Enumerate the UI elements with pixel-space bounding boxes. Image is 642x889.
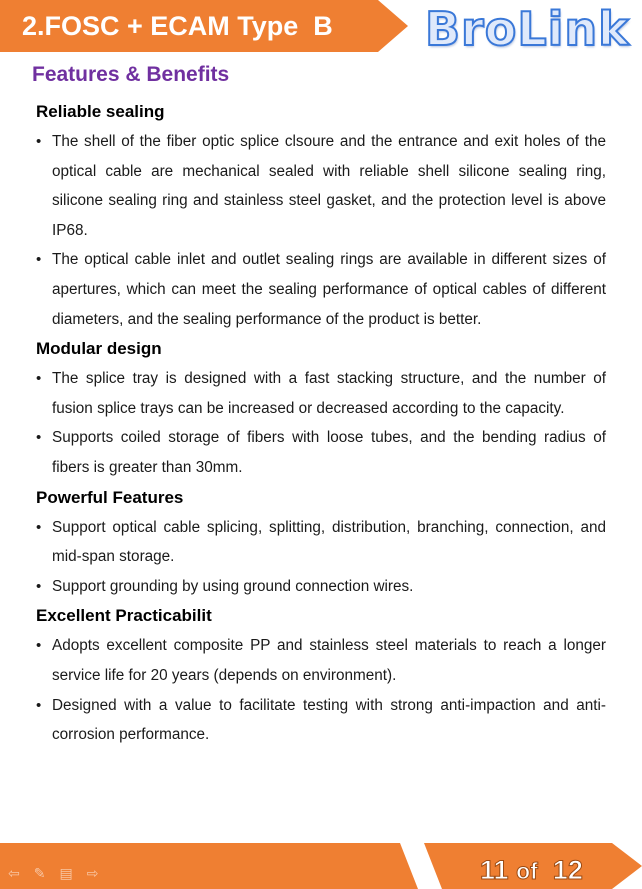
section-title: Features & Benefits bbox=[32, 63, 230, 86]
header-banner bbox=[0, 0, 410, 52]
page-current: 11 bbox=[480, 855, 509, 885]
subheading-excellent-practicability: Excellent Practicabilit bbox=[36, 606, 212, 626]
list-item bbox=[36, 513, 606, 572]
list-item-text: The splice tray is designed with a fast stacking structure, and the number of fusion splice trays can be increased or decreased according to the capacity. bbox=[52, 370, 606, 417]
list-item bbox=[36, 364, 606, 423]
list-item-text: The optical cable inlet and outlet sealing rings are available in different sizes of apertures, which can meet the sealing performance of optical cables of different diameters, and the sealing performance of the product is better. bbox=[52, 251, 606, 328]
features-content bbox=[36, 97, 606, 750]
arrow-left-icon[interactable]: ⇦ bbox=[8, 866, 20, 882]
page-counter bbox=[480, 854, 583, 886]
pen-icon[interactable]: ✎ bbox=[33, 866, 46, 882]
slide-nav-controls bbox=[8, 866, 98, 882]
bullet-icon: • bbox=[36, 577, 42, 595]
bullet-icon: • bbox=[36, 518, 42, 536]
page-of: of bbox=[516, 858, 538, 884]
subheading-modular-design: Modular design bbox=[36, 339, 162, 359]
list-item-text: Support optical cable splicing, splitting, distribution, branching, connection, and mid-span storage. bbox=[52, 518, 606, 566]
list-item bbox=[36, 631, 606, 690]
list-item bbox=[36, 572, 606, 602]
page-total: 12 bbox=[552, 855, 583, 885]
bullet-icon: • bbox=[36, 696, 42, 714]
list-item bbox=[36, 423, 606, 482]
subheading-reliable-sealing: Reliable sealing bbox=[36, 102, 165, 121]
page-title: 2.FOSC + ECAM Type B bbox=[22, 11, 333, 41]
brand-name: BroLink bbox=[425, 2, 630, 56]
bullet-icon: • bbox=[36, 637, 42, 655]
menu-icon[interactable]: ▤ bbox=[59, 866, 73, 882]
brand-logo bbox=[425, 0, 640, 58]
list-item-text: Support grounding by using ground connection wires. bbox=[52, 577, 414, 595]
bullet-icon: • bbox=[36, 370, 42, 388]
bullet-icon: • bbox=[36, 133, 42, 150]
list-item-text: The shell of the fiber optic splice clsoure and the entrance and exit holes of the optical cable are mechanical sealed with reliable shell silicone sealing ring, silicone sealing ring and stainless steel gasket, and the protection level is above IP68. bbox=[52, 133, 606, 239]
list-item-text: Designed with a value to facilitate testing with strong anti-impaction and anti-corrosion performance. bbox=[52, 696, 606, 744]
list-item bbox=[36, 127, 606, 245]
list-item bbox=[36, 245, 606, 334]
bullet-icon: • bbox=[36, 429, 42, 447]
subheading-powerful-features: Powerful Features bbox=[36, 487, 184, 507]
list-item bbox=[36, 691, 606, 750]
list-item-text: Supports coiled storage of fibers with loose tubes, and the bending radius of fibers is greater than 30mm. bbox=[52, 429, 606, 476]
bullet-icon: • bbox=[36, 251, 42, 269]
arrow-right-icon[interactable]: ⇨ bbox=[86, 866, 99, 882]
footer-bar bbox=[0, 838, 642, 889]
list-item-text: Adopts excellent composite PP and stainless steel materials to reach a longer service life for 20 years (depends on environment). bbox=[52, 637, 606, 684]
